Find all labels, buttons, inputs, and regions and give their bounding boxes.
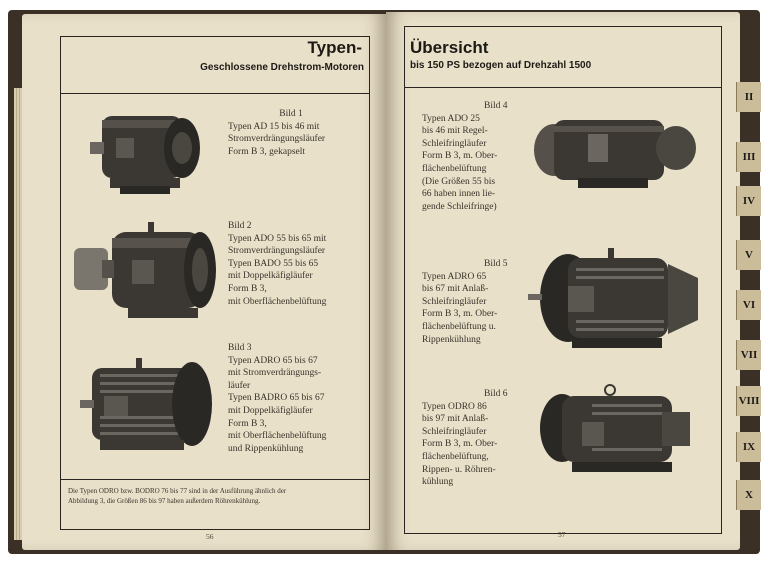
figure-line: mit Oberflächenbelüftung [228,431,327,442]
footnote-rule [61,479,369,480]
figure-line: 66 haben innen lie- [422,189,496,200]
index-tab-vi[interactable]: VI [736,290,761,320]
figure-caption-1 [228,108,354,158]
header-rule [405,87,721,88]
figure-line: Typen ADO 25 [422,113,480,124]
header-rule [61,93,369,94]
motor-image-2 [72,218,222,328]
figure-caption-3 [228,342,358,455]
figure-line: Rippen- u. Röhren- [422,464,496,475]
figure-line: Rippenkühlung [422,334,481,345]
figure-line: Form B 3, m. Ober- [422,151,498,162]
figure-line: flächenbelüftung u. [422,321,496,332]
index-tabs [736,60,760,550]
figure-line: Schleifringläufer [422,296,487,307]
figure-line: läufer [228,380,251,391]
figure-line: Stromverdrängungsläufer [228,246,326,257]
figure-line: Form B 3, gekapselt [228,146,306,157]
figure-line: mit Stromverdrängungs- [228,368,322,379]
figure-line: Form B 3, m. Ober- [422,309,498,320]
motor-image-5 [528,244,706,356]
figure-line: Typen ODRO 86 [422,401,487,412]
figure-line: bis 46 mit Regel- [422,126,488,137]
figure-caption-5 [422,258,544,346]
index-tab-x[interactable]: X [736,480,761,510]
figure-line: und Rippenkühlung [228,443,304,454]
figure-line: Typen BADO 55 bis 65 [228,258,319,269]
motor-image-4 [532,108,704,198]
motor-image-1 [90,98,206,202]
figure-line: flächenbelüftung [422,163,487,174]
index-tab-ii[interactable]: II [736,82,761,112]
figure-label: Bild 4 [484,101,508,111]
figure-line: Typen ADRO 65 bis 67 [228,355,318,366]
figure-line: mit Doppelkäfigläufer [228,405,313,416]
figure-line: mit Oberflächenbelüftung [228,296,327,307]
page-title-left: Typen- [307,38,362,57]
page-number-left: 56 [206,532,214,541]
figure-label: Bild 2 [228,221,252,231]
index-tab-iv[interactable]: IV [736,186,761,216]
figure-line: Schleifringläufer [422,426,487,437]
footnote-line: Die Typen ODRO bzw. BODRO 76 bis 77 sind in der Ausführung ähnlich der [68,487,287,495]
footnote-line: Abbildung 3, die Größen 86 bis 97 haben außerdem Röhrenkühlung. [68,497,261,505]
figure-label: Bild 1 [279,109,303,119]
figure-line: Schleifringläufer [422,138,487,149]
figure-label: Bild 3 [228,343,252,353]
figure-line: Form B 3, [228,283,267,294]
page-title-right: Übersicht [410,38,489,57]
figure-line: gende Schleifringe) [422,201,497,212]
figure-line: mit Doppelkäfigläufer [228,271,313,282]
figure-line: Typen ADRO 65 [422,271,487,282]
index-tab-ix[interactable]: IX [736,432,761,462]
right-page [386,12,740,550]
figure-line: Typen BADRO 65 bis 67 [228,393,325,404]
figure-label: Bild 5 [484,259,508,269]
page-subtitle-right: bis 150 PS bezogen auf Drehzahl 1500 [410,60,592,71]
index-tab-vii[interactable]: VII [736,340,761,370]
figure-line: kühlung [422,477,454,488]
figure-line: Form B 3, m. Ober- [422,439,498,450]
motor-image-3 [80,354,220,460]
page-number-right: 57 [558,530,566,539]
figure-line: Form B 3, [228,418,267,429]
figure-line: Typen AD 15 bis 46 mit [228,121,320,132]
index-tab-iii[interactable]: III [736,142,761,172]
figure-line: bis 67 mit Anlaß- [422,284,489,295]
figure-caption-2 [228,220,358,308]
footnote [68,486,364,506]
figure-label: Bild 6 [484,389,508,399]
index-tab-viii[interactable]: VIII [736,386,761,416]
figure-line: (Die Größen 55 bis [422,176,496,187]
figure-caption-4 [422,100,544,213]
left-page [22,14,386,550]
motor-image-6 [532,382,704,482]
figure-line: Typen ADO 55 bis 65 mit [228,233,327,244]
page-subtitle-left: Geschlossene Drehstrom-Motoren [200,62,364,73]
figure-line: flächenbelüftung, [422,451,489,462]
index-tab-v[interactable]: V [736,240,761,270]
figure-line: Stromverdrängungsläufer [228,134,326,145]
figure-line: bis 97 mit Anlaß- [422,414,489,425]
figure-caption-6 [422,388,544,489]
